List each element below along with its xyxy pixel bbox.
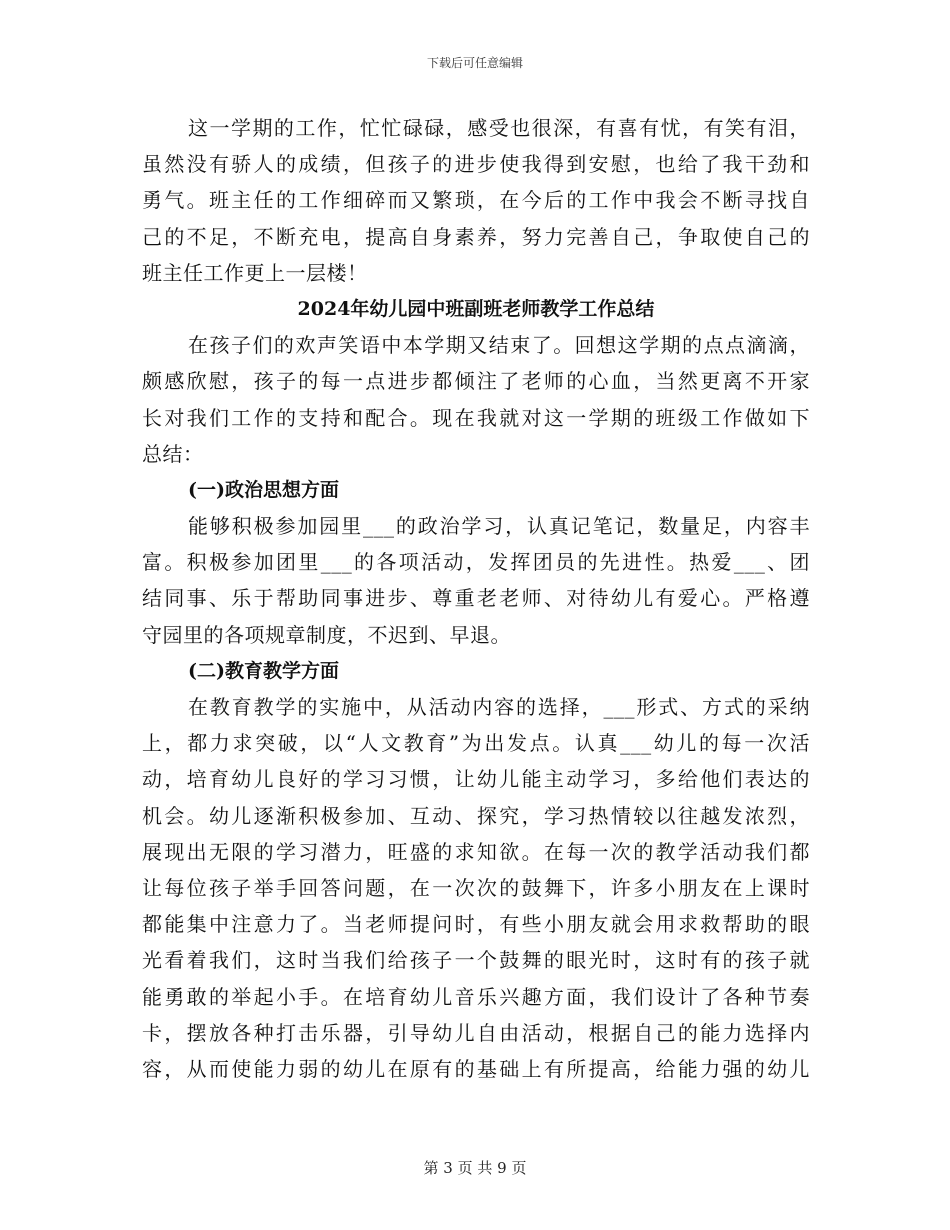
text-line: 在孩子们的欢声笑语中本学期又结束了。回想这学期的点点滴滴， [188, 333, 810, 358]
text-line: 卡，摆放各种打击乐器，引导幼儿自由活动，根据自己的能力选择内 [142, 1020, 810, 1045]
text-line: 容，从而使能力弱的幼儿在原有的基础上有所提高，给能力强的幼儿 [142, 1056, 810, 1081]
text-line: 展现出无限的学习潜力，旺盛的求知欲。在每一次的教学活动我们都 [142, 839, 810, 864]
text-line: 这一学期的工作，忙忙碌碌，感受也很深，有喜有忧，有笑有泪， [188, 116, 810, 140]
text-line: 班主任工作更上一层楼！ [142, 260, 368, 285]
section2-paragraph [142, 689, 810, 1087]
text-line: 让每位孩子举手回答问题，在一次次的鼓舞下，许多小朋友在上课时 [142, 875, 810, 900]
text-line: 机会。幼儿逐渐积极参加、互动、探究，学习热情较以往越发浓烈， [142, 803, 810, 828]
section1-paragraph [142, 508, 810, 653]
text-line: 能勇敢的举起小手。在培育幼儿音乐兴趣方面，我们设计了各种节奏 [142, 984, 810, 1009]
opening-paragraph [142, 327, 810, 472]
text-line: 虽然没有骄人的成绩，但孩子的进步使我得到安慰，也给了我干劲和 [142, 152, 810, 177]
text-line: 己的不足，不断充电，提高自身素养，努力完善自己，争取使自己的 [142, 224, 810, 249]
page-footer-number: 第 3 页 共 9 页 [423, 1159, 527, 1177]
document-title: 2024年幼儿园中班副班老师教学工作总结 [297, 297, 655, 320]
text-line: 颇感欣慰，孩子的每一点进步都倾注了老师的心血，当然更离不开家 [142, 369, 810, 394]
document-body [142, 110, 810, 1087]
text-line: 结同事、乐于帮助同事进步、尊重老老师、对待幼儿有爱心。严格遵 [142, 586, 810, 611]
text-line: 在教育教学的实施中，从活动内容的选择，___形式、方式的采纳 [188, 695, 810, 719]
text-line: 能够积极参加园里___的政治学习，认真记笔记，数量足，内容丰 [188, 514, 810, 539]
text-line: 守园里的各项规章制度，不迟到、早退。 [142, 622, 511, 647]
section-heading-teaching: (二)教育教学方面 [188, 659, 339, 682]
text-line: 勇气。班主任的工作细碎而又繁琐，在今后的工作中我会不断寻找自 [142, 188, 810, 213]
text-line: 长对我们工作的支持和配合。现在我就对这一学期的班级工作做如下 [142, 405, 810, 430]
text-line: 总结： [142, 441, 204, 466]
page-header-note: 下载后可任意编辑 [426, 56, 523, 70]
section-heading-politics: (一)政治思想方面 [188, 478, 339, 501]
text-line: 上，都力求突破，以“人文教育”为出发点。认真___幼儿的每一次活 [142, 731, 810, 756]
intro-paragraph [142, 110, 810, 291]
text-line: 动，培育幼儿良好的学习习惯，让幼儿能主动学习，多给他们表达的 [142, 767, 810, 792]
text-line: 光看着我们，这时当我们给孩子一个鼓舞的眼光时，这时有的孩子就 [142, 948, 810, 973]
text-line: 都能集中注意力了。当老师提问时，有些小朋友就会用求救帮助的眼 [142, 912, 810, 937]
text-line: 富。积极参加团里___的各项活动，发挥团员的先进性。热爱___、团 [142, 550, 810, 575]
